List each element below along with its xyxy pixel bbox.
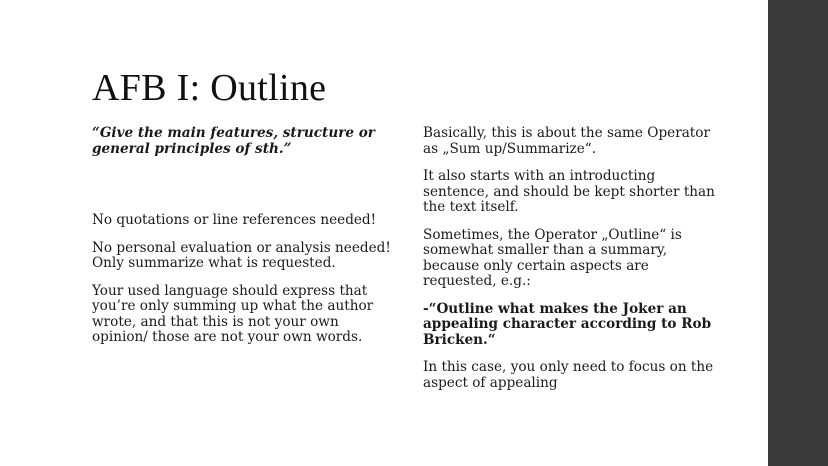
left-column xyxy=(92,126,392,358)
side-bar xyxy=(768,0,828,466)
example-prompt: -“Outline what makes the Joker an appealing character according to Rob Bricken.“ xyxy=(423,300,712,348)
right-paragraph-3: Sometimes, the Operator „Outline“ is somewhat smaller than a summary, because only certain aspects are requested, e.g.: xyxy=(423,226,682,289)
right-column xyxy=(423,126,723,403)
left-paragraph-1: No quotations or line references needed! xyxy=(92,212,377,228)
right-paragraph-2: It also starts with an introducting sentence, and should be kept shorter than the text itself. xyxy=(423,168,715,215)
definition-quote: “Give the main features, structure or general principles of sth.” xyxy=(92,125,375,157)
left-paragraph-2: No personal evaluation or analysis needed! Only summarize what is requested. xyxy=(92,239,391,271)
right-paragraph-1: Basically, this is about the same Operator as „Sum up/Summarize“. xyxy=(423,125,710,157)
slide-title: AFB I: Outline xyxy=(92,67,327,109)
left-paragraph-3: Your used language should express that you’re only summing up what the author wrote, and that this is not your own opinion/ those are not your own words. xyxy=(92,282,374,345)
closing-paragraph: In this case, you only need to focus on the aspect of appealing xyxy=(423,359,714,391)
